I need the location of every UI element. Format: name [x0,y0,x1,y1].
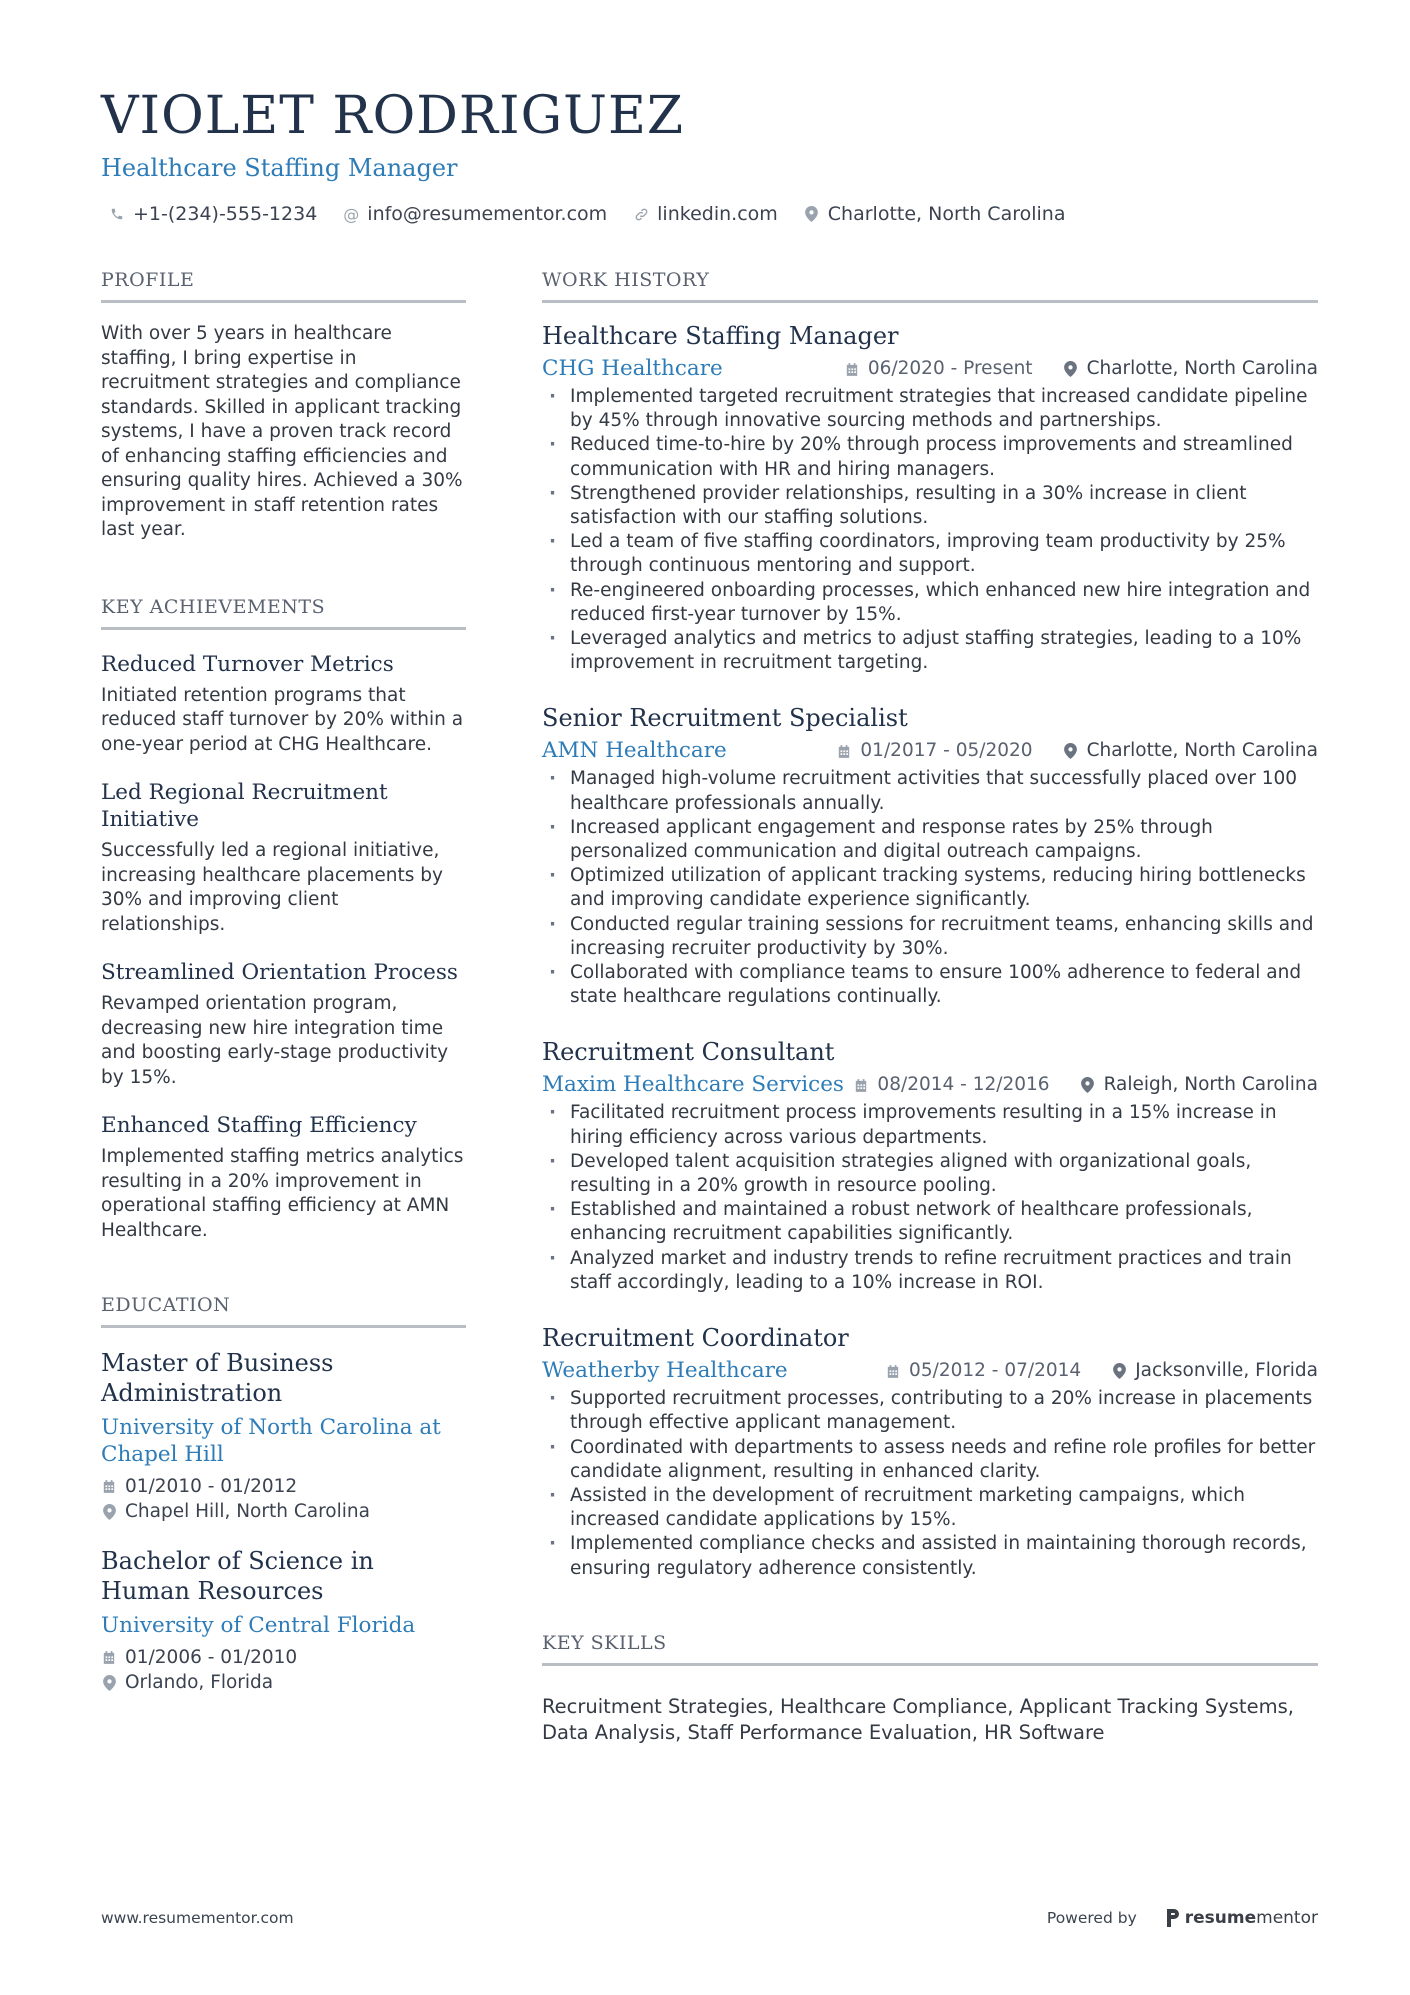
map-pin-icon [1063,361,1079,377]
location-text: Jacksonville, Florida [1135,1360,1318,1382]
job-bullets [542,1101,1318,1295]
job-bullets [542,767,1318,1009]
bullet-item: · Supported recruitment processes, contributing to a 20% increase in placements through effective applicant management. [542,1387,1318,1435]
page-footer [101,1908,1318,1928]
profile-heading: PROFILE [101,268,466,303]
company-name: AMN Healthcare [542,738,727,764]
linkedin-text: linkedin.com [657,203,778,225]
bullet-item: · Managed high-volume recruitment activities that successfully placed over 100 healthcare professionals annually. [542,767,1318,815]
education-dates [101,1474,466,1499]
education-heading: EDUCATION [101,1293,466,1328]
education-location [101,1670,466,1695]
company-name: CHG Healthcare [542,356,723,381]
job-entry [542,1037,1318,1295]
bullet-item: · Coordinated with departments to assess needs and refine role profiles for better candidate alignment, resulting in enhanced clarity. [542,1436,1318,1484]
achievement-item [101,651,466,758]
achievement-text: Initiated retention programs that reduced staff turnover by 20% within a one-year period at CHG Healthcare. [101,684,464,755]
brand-thin: mentor [1256,1908,1318,1928]
bullet-item: · Established and maintained a robust network of healthcare professionals, enhancing recruitment capabilities significantly. [542,1198,1318,1246]
dates-text: 05/2012 - 07/2014 [909,1360,1082,1382]
achievement-title: Reduced Turnover Metrics [101,651,394,677]
map-pin-icon [804,206,820,222]
job-bullets [542,1387,1318,1581]
bullet-item: · Implemented compliance checks and assisted in maintaining thorough records, ensuring regulatory adherence consistently. [542,1532,1318,1580]
skills-text: Recruitment Strategies, Healthcare Compliance, Applicant Tracking Systems, Data Analysis, Staff Performance Evaluation, HR Software [542,1694,1294,1744]
bullet-item: · Developed talent acquisition strategies aligned with organizational goals, resulting in a 20% growth in resource pooling. [542,1150,1318,1198]
job-dates [885,1357,1081,1385]
work-history-heading: WORK HISTORY [542,268,1318,303]
achievement-text: Implemented staffing metrics analytics resulting in a 20% improvement in operational staffing efficiency at AMN Healthcare. [101,1146,464,1241]
calendar-icon [101,1479,117,1495]
education-item [101,1348,466,1524]
email-text: info@resumementor.com [367,203,608,225]
candidate-name: VIOLET RODRIGUEZ [101,86,685,146]
right-column [542,268,1318,1746]
achievement-text: Successfully led a regional initiative, increasing healthcare placements by 30% and improving client relationships. [101,840,443,935]
education-location [101,1499,466,1524]
education-dates [101,1645,466,1670]
job-entry [542,1323,1318,1581]
contact-location [804,203,1066,225]
dates-text: 01/2010 - 01/2012 [125,1476,298,1497]
achievement-title: Led Regional Recruitment Initiative [101,780,388,832]
brand-bold: resume [1184,1908,1257,1928]
achievements-heading: KEY ACHIEVEMENTS [101,595,466,630]
bullet-item: · Implemented targeted recruitment strategies that increased candidate pipeline by 45% through innovative sourcing methods and partnerships. [542,385,1318,433]
job-list [542,321,1318,1581]
skills-heading: KEY SKILLS [542,1631,1318,1666]
bullet-item: · Conducted regular training sessions for recruitment teams, enhancing skills and increasing recruiter productivity by 30%. [542,913,1318,961]
calendar-icon [844,361,860,377]
location-text: Charlotte, North Carolina [1086,740,1318,762]
job-entry [542,321,1318,675]
school-name: University of North Carolina at Chapel Hill [101,1415,441,1467]
job-bullets [542,385,1318,675]
bullet-item: · Facilitated recruitment process improvements resulting in a 15% increase in hiring efficiency across various departments. [542,1101,1318,1149]
job-location [1111,1357,1318,1385]
dates-text: 08/2014 - 12/2016 [877,1074,1050,1096]
job-title: Senior Recruitment Specialist [542,704,908,733]
bullet-item: · Collaborated with compliance teams to ensure 100% adherence to federal and state healthcare regulations continually. [542,961,1318,1009]
candidate-title: Healthcare Staffing Manager [101,154,458,182]
at-icon: @ [343,204,360,224]
achievement-title: Streamlined Orientation Process [101,960,458,985]
calendar-icon [836,743,852,759]
job-location [1080,1071,1318,1099]
dates-text: 01/2006 - 01/2010 [125,1647,298,1668]
bullet-item: · Reduced time-to-hire by 20% through process improvements and streamlined communication with HR and hiring managers. [542,433,1318,481]
school-name: University of Central Florida [101,1613,416,1638]
bullet-item: · Led a team of five staffing coordinators, improving team productivity by 25% through continuous mentoring and support. [542,530,1318,578]
job-location [1063,355,1318,383]
bullet-item: · Strengthened provider relationships, resulting in a 30% increase in client satisfaction with our staffing solutions. [542,482,1318,530]
job-entry [542,703,1318,1009]
phone-icon [109,206,125,222]
calendar-icon [885,1363,901,1379]
map-pin-icon [1080,1077,1096,1093]
location-text: Charlotte, North Carolina [827,203,1066,225]
degree-title: Master of Business Administration [101,1349,334,1407]
phone-text: +1-(234)-555-1234 [133,203,318,225]
job-location [1063,737,1318,765]
contact-email[interactable] [343,203,607,225]
map-pin-icon [101,1675,117,1691]
link-icon [633,206,649,222]
map-pin-icon [1063,743,1079,759]
location-text: Chapel Hill, North Carolina [125,1501,370,1522]
contact-linkedin[interactable] [633,203,778,225]
footer-url[interactable]: www.resumementor.com [101,1909,294,1927]
location-text: Charlotte, North Carolina [1086,358,1318,379]
job-meta-row [542,355,1318,383]
dates-text: 06/2020 - Present [867,358,1033,379]
bullet-item: · Optimized utilization of applicant tracking systems, reducing hiring bottlenecks and improving candidate experience significantly. [542,864,1318,912]
contact-phone[interactable] [109,203,317,225]
achievement-title: Enhanced Staffing Efficiency [101,1113,417,1138]
bullet-item: · Analyzed market and industry trends to refine recruitment practices and train staff accordingly, leading to a 10% increase in ROI. [542,1247,1318,1295]
education-item [101,1546,466,1695]
job-meta-row [542,1357,1318,1385]
bullet-item: · Leveraged analytics and metrics to adjust staffing strategies, leading to a 10% improvement in recruitment targeting. [542,627,1318,675]
achievement-item [101,1112,466,1243]
calendar-icon [101,1650,117,1666]
job-dates [836,737,1032,765]
resume-page [101,85,1318,1744]
brand-logo[interactable] [1165,1908,1318,1928]
powered-by [1047,1908,1318,1928]
profile-text: With over 5 years in healthcare staffing, I bring expertise in recruitment strategies and compliance standards. Skilled in applicant tracking systems, I have a proven track record of enhancing staffing efficiencies and ensuring quality hires. Achieved a 30% improvement in staff retention rates last year. [101,323,463,540]
bullet-item: · Assisted in the development of recruitment marketing campaigns, which increased candidate applications by 15%. [542,1484,1318,1532]
powered-by-text: Powered by [1046,1909,1137,1927]
job-title: Recruitment Consultant [542,1038,835,1067]
map-pin-icon [101,1504,117,1520]
bullet-item: · Increased applicant engagement and response rates by 25% through personalized communication and digital outreach campaigns. [542,816,1318,864]
dates-text: 01/2017 - 05/2020 [860,740,1033,762]
company-name: Maxim Healthcare Services [542,1072,844,1098]
job-title: Recruitment Coordinator [542,1324,849,1353]
location-text: Raleigh, North Carolina [1103,1074,1318,1096]
bullet-item: · Re-engineered onboarding processes, which enhanced new hire integration and reduced first-year turnover by 15%. [542,579,1318,627]
job-dates [844,355,1033,383]
location-text: Orlando, Florida [125,1672,274,1693]
calendar-icon [853,1077,869,1093]
left-column [101,268,466,1695]
job-title: Healthcare Staffing Manager [542,322,899,350]
job-dates [853,1071,1049,1099]
contact-bar [101,203,1318,225]
map-pin-icon [1111,1363,1127,1379]
achievement-text: Revamped orientation program, decreasing new hire integration time and boosting early-stage productivity by 15%. [101,993,449,1088]
job-meta-row [542,737,1318,765]
achievement-item [101,959,466,1090]
brand-mark-icon [1165,1909,1179,1927]
job-meta-row [542,1071,1318,1099]
degree-title: Bachelor of Science in Human Resources [101,1547,374,1605]
achievement-item [101,779,466,937]
company-name: Weatherby Healthcare [542,1358,788,1384]
